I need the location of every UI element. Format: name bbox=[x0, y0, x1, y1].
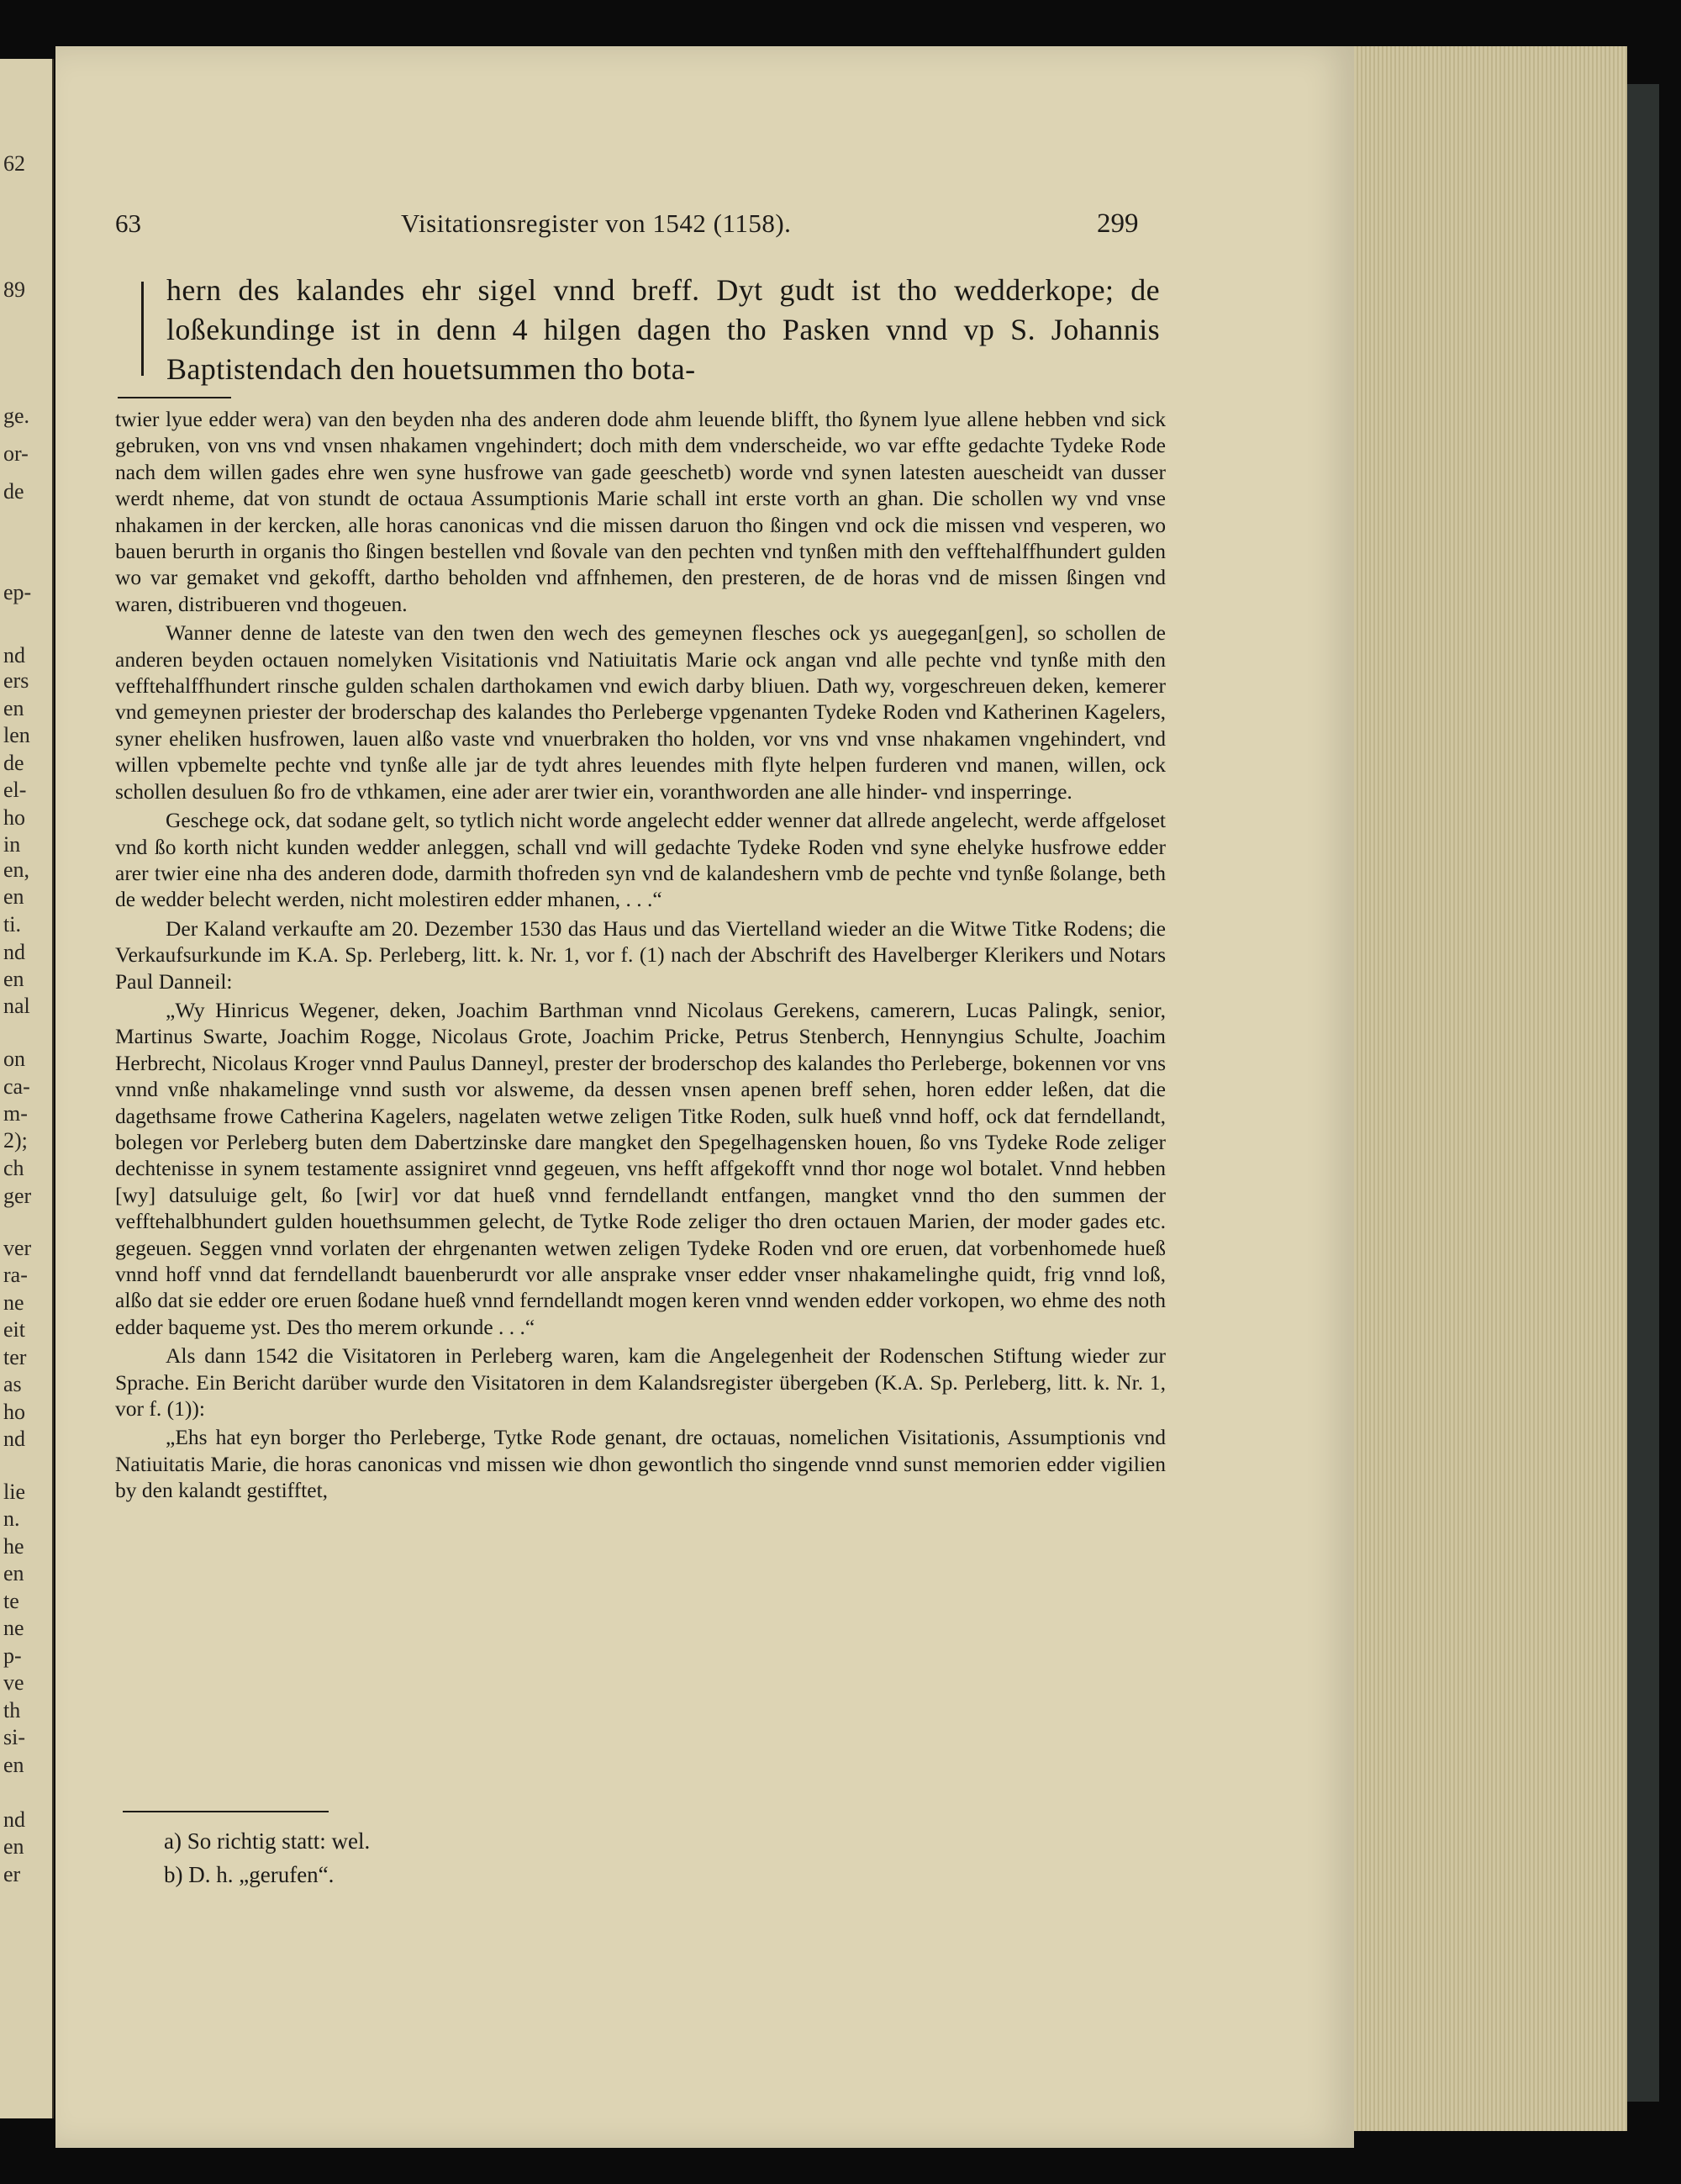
previous-page-fragment: de bbox=[3, 751, 24, 775]
previous-page-fragment: 89 bbox=[3, 277, 25, 302]
previous-page-fragment: nd bbox=[3, 1427, 25, 1451]
previous-page-fragment: en bbox=[3, 696, 24, 720]
page-edges bbox=[1354, 46, 1627, 2131]
previous-page-fragment: ho bbox=[3, 1400, 25, 1424]
paragraph-7: „Ehs hat eyn borger tho Perleberge, Tytke Rode genant, dre octauas, nomelichen Visitationis, Assumptionis vnd Natiuitatis Marie, die horas canonicas vnd missen wie dhon gewontlich tho singende vnnd sunst memorien edder vigilien by den kalandt gestifftet, bbox=[115, 1425, 1166, 1503]
paragraph-3: Geschege ock, dat sodane gelt, so tytlich nicht worde angelecht edder wenner dat allrede angelecht, werde affgeloset vnd ßo korth nicht kunden wedder anleggen, schall vnd will gedachte Tydeke Roden vnd syne ehelyke husfrowe edder arer twier eine nha des anderen dode, darmith thofreden syn vnd de kalandeshern vmb de pechte vnd tynße ßolange, beth de wedder belecht werden, nicht molestiren edder mhanen, . . .“ bbox=[115, 808, 1166, 912]
commentary-text bbox=[115, 406, 1166, 1504]
footnotes bbox=[164, 1824, 370, 1891]
previous-page-fragment: in bbox=[3, 832, 21, 857]
previous-page-fragment: ver bbox=[3, 1236, 32, 1260]
main-register-text: hern des kalandes ehr sigel vnnd breff. Dyt gudt ist tho wedderkope; de loßekundinge ist in denn 4 hilgen dagen tho Pasken vnnd vp S. Johannis Baptistendach den houetsummen tho bota- bbox=[166, 273, 1160, 386]
previous-page-fragment: ge. bbox=[3, 404, 30, 428]
previous-page-fragment: ho bbox=[3, 805, 25, 830]
previous-page-fragment: or- bbox=[3, 441, 29, 466]
previous-page-fragment: er bbox=[3, 1862, 21, 1886]
previous-page-fragment: ca- bbox=[3, 1074, 30, 1099]
previous-page-fragment: n. bbox=[3, 1506, 20, 1531]
previous-page-fragment: en bbox=[3, 1753, 24, 1777]
previous-page-fragment: th bbox=[3, 1698, 21, 1722]
previous-page-fragment: as bbox=[3, 1372, 22, 1396]
paragraph-6: Als dann 1542 die Visitatoren in Perleberg waren, kam die Angelegenheit der Rodenschen Stiftung wieder zur Sprache. Ein Bericht darüber wurde den Visitatoren in dem Kalandsregister übergeben (K.A. Sp. Perleberg, litt. k. Nr. 1, vor f. (1)): bbox=[115, 1343, 1166, 1422]
footnote-a: a) So richtig statt: wel. bbox=[164, 1828, 371, 1854]
paragraph-5: „Wy Hinricus Wegener, deken, Joachim Barthman vnnd Nicolaus Gerekens, camerern, Lucas Palingk, senior, Martinus Swarte, Joachim Rogge, Nicolaus Grote, Joachim Pricke, Petrus Stenberch, Hennyngius Schulte, Joachim Herbrecht, Nicolaus Kroger vnnd Paulus Danneyl, prester der broderschop des kalandes tho Perleberge, bokennen vor vns vnnd vnße nhakamelinge vnnd susth vor alsweme, da dessen vnsen apenen breff sehen, horen edder leßen, dat die dagethsame frowe Catherina Kagelers, nagelaten wetwe zeligen Titke Roden, sulk hueß vnnd hoff, ock dat ferndellandt, bolegen vor Perleberg buten dem Dabertzinske dare mangket den Spegelhagensken houen, ßo vns Tydeke Rode zeliger dechtenisse in synem testamente assigniret vnnd gegeuen, vns hefft affgekofft vnnd thor noge wol botalet. Vnnd hebben [wy] datsuluige gelt, ßo [wir] vor dat hueß vnnd ferndellandt entfangen, mangket vnnd tho den summen der vefftehalbhundert gulden houethsummen gelecht, de Tytke Rode zeliger tho dren octauen Marien, der moder gades etc. gegeuen. Seggen vnnd vorlaten der ehrgenanten wetwen zeligen Tydeke Roden vnd ore eruen, dat vorbenhomede hueß vnnd hoff vnnd dat ferndellandt bauenberurdt vor alle ansprake vnser edder vnser nhakamelinghe quidt, frig vnnd loß, alßo dat sie edder ore eruen ßodane hueß vnnd ferndellandt mogen keren vnnd wenden edder vorkopen, wo ehme des noth edder baqueme yst. Des tho merem orkunde . . .“ bbox=[115, 997, 1166, 1339]
paragraph-2: Wanner denne de lateste van den twen den wech des gemeynen flesches ock ys auegegan[gen], so schollen de anderen beyden octauen nomelyken Visitationis vnd Natiuitatis Marie ock angan vnd alle pechte vnd tynße mith den vefftehalffhundert rinsche gulden schalen darthokamen vnd ewich darby bliuen. Dath wy, vorgeschreuen deken, kemerer vnd gemeynen priester der broderschap des kalandes tho Perleberge vpgenanten Tydeke Roden vnd Katherinen Kagelers, syner eheliken husfrowen, lauen alßo vaste vnd vnuerbraken tho holden, vor vns vnd vnse nhakamen vngehindert, vnd willen vpbemelte pechte vnd tynße alle jar de tydt ahres leuendes mith flyte helpen furderen vnd manen, willen, ock schollen desuluen ßo fro de vthkamen, eine ader arer twier ein, voranthworden ane alle hinder- vnd insperringe. bbox=[115, 620, 1166, 804]
previous-page-fragment: len bbox=[3, 723, 30, 747]
footnote-rule bbox=[123, 1811, 329, 1812]
running-title: Visitationsregister von 1542 (1158). bbox=[401, 208, 792, 238]
previous-page-fragment: ne bbox=[3, 1290, 24, 1315]
previous-page-fragment: te bbox=[3, 1589, 19, 1613]
section-rule bbox=[118, 397, 231, 398]
previous-page-fragment: ti. bbox=[3, 912, 21, 936]
previous-page-fragment: nal bbox=[3, 994, 30, 1018]
previous-page-fragment: ep- bbox=[3, 580, 32, 604]
previous-page-fragment: ch bbox=[3, 1156, 24, 1180]
previous-page-fragment: de bbox=[3, 479, 24, 504]
previous-page-fragment: 62 bbox=[3, 151, 25, 176]
previous-page-fragment: en bbox=[3, 1834, 24, 1859]
previous-page-fragment: ra- bbox=[3, 1263, 28, 1287]
previous-page-fragment: he bbox=[3, 1534, 24, 1559]
previous-page-fragment: si- bbox=[3, 1725, 25, 1749]
page-number: 299 bbox=[1097, 208, 1139, 239]
paragraph-4: Der Kaland verkaufte am 20. Dezember 1530 das Haus und das Viertelland wieder an die Witwe Titke Rodens; die Verkaufsurkunde im K.A. Sp. Perleberg, litt. k. Nr. 1, vor f. (1) nach der Abschrift des Havelberger Klerikers und Notars Paul Danneil: bbox=[115, 915, 1166, 994]
previous-page-fragment: m- bbox=[3, 1101, 28, 1126]
previous-page-fragment: 2); bbox=[3, 1128, 28, 1153]
previous-page-edge bbox=[0, 59, 54, 2118]
previous-page-fragment: eit bbox=[3, 1317, 25, 1342]
margin-bar bbox=[141, 282, 144, 376]
footnote-b: b) D. h. „gerufen“. bbox=[164, 1862, 335, 1887]
previous-page-fragment: nd bbox=[3, 1807, 25, 1832]
previous-page-fragment: en bbox=[3, 884, 24, 909]
previous-page-fragment: ne bbox=[3, 1616, 24, 1640]
previous-page-fragment: nd bbox=[3, 940, 25, 964]
running-number: 63 bbox=[115, 208, 141, 238]
previous-page-fragment: ers bbox=[3, 668, 29, 693]
previous-page-fragment: on bbox=[3, 1047, 25, 1071]
previous-page-fragment: el- bbox=[3, 778, 27, 802]
previous-page-fragment: p- bbox=[3, 1643, 22, 1668]
previous-page-fragment: lie bbox=[3, 1480, 25, 1504]
previous-page-fragment: en bbox=[3, 967, 24, 991]
previous-page-fragment: en, bbox=[3, 857, 30, 882]
previous-page-fragment: ger bbox=[3, 1184, 32, 1208]
previous-page-fragment: ter bbox=[3, 1345, 27, 1369]
previous-page-fragment: ve bbox=[3, 1670, 24, 1695]
paragraph-1: twier lyue edder wera) van den beyden nha des anderen dode ahm leuende blifft, tho ßynem lyue allene hebben vnd sick gebruken, von vns vnd vnsen nhakamen vngehindert; doch mith dem vnderscheide, wo var effte gedachte Tydeke Rode nach dem willen gades ehre wen syne husfrowe van gade geeschetb) worde vnd synen latesten auescheidt van dusser werdt nheme, dat von stundt de octaua Assumptionis Marie schall int erste vorth an ghan. Die schollen wy vnd vnse nhakamen in der kercken, alle horas canonicas vnd die missen daruon tho ßingen vnd ock die missen vnd vesperen, wo bauen berurth in organis tho ßingen bestellen vnd ßovale van den pechten vnd tynßen mith den vefftehalffhundert gulden wo var gemaket vnd gekofft, dartho beholden vnd affnhemen, den presteren, de de horas vnd de missen ßingen vnd waren, distribueren vnd thogeuen. bbox=[115, 407, 1166, 616]
book-cover-edge bbox=[1627, 84, 1659, 2102]
previous-page-fragment: en bbox=[3, 1561, 24, 1585]
previous-page-fragment: nd bbox=[3, 643, 25, 667]
